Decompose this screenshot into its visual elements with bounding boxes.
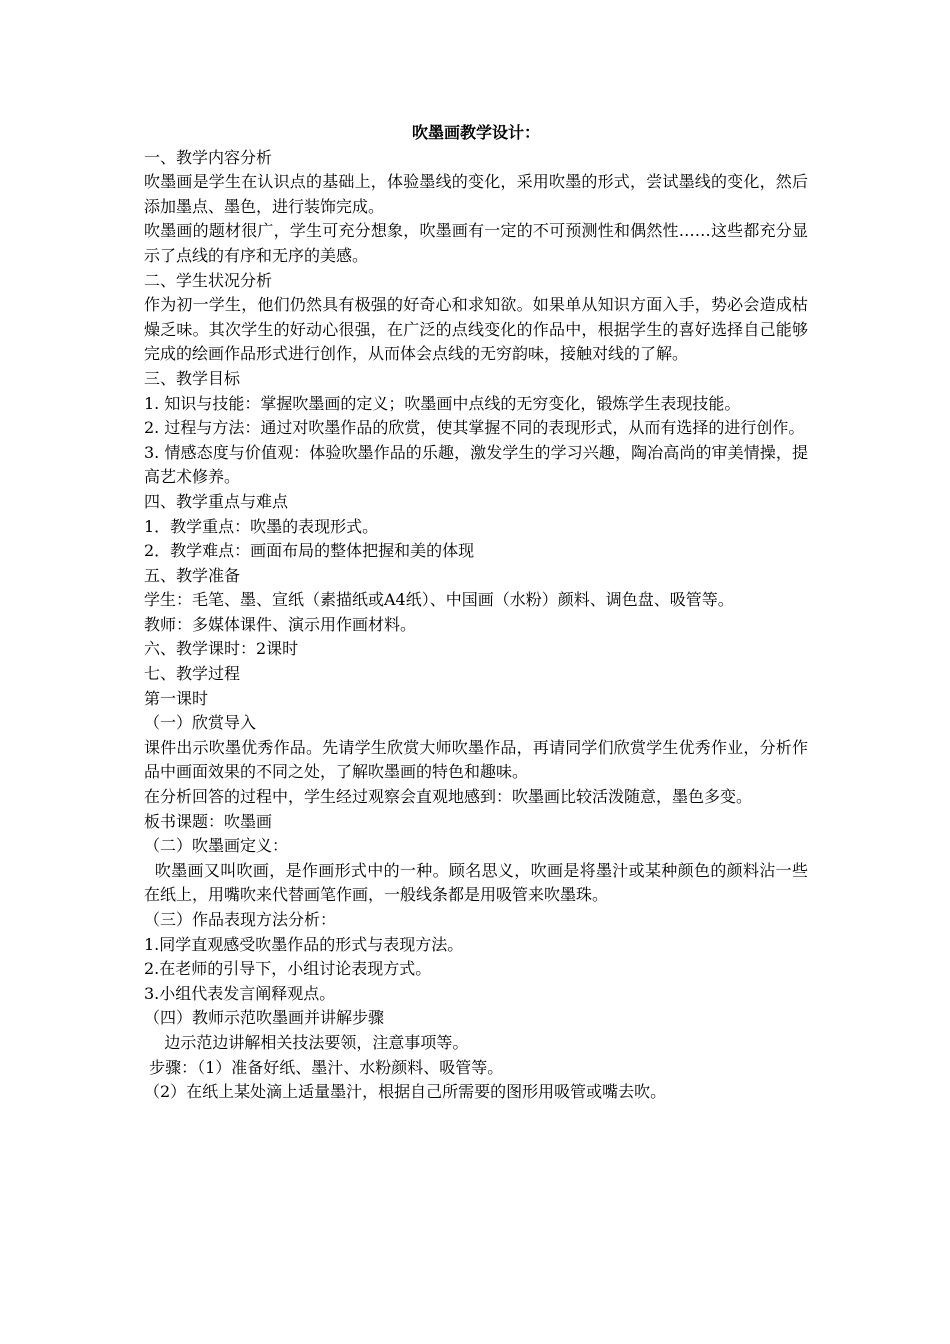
paragraph: 吹墨画的题材很广，学生可充分想象，吹墨画有一定的不可预测性和偶然性……这些都充分显示了点线的有序和无序的美感。 (144, 221, 808, 265)
paragraph: （三）作品表现方法分析： (144, 910, 337, 929)
paragraph: 1．教学重点：吹墨的表现形式。 (144, 516, 379, 536)
paragraph: 作为初一学生，他们仍然具有极强的好奇心和求知欲。如果单从知识方面入手，势必会造成枯燥乏味。其次学生的好动心很强，在广泛的点线变化的作品中，根据学生的喜好选择自己能够完成的绘画作品形式进行创作，从而体会点线的无穷韵味，接触对线的了解。 (144, 295, 808, 364)
document-title: 吹墨画教学设计： (411, 123, 540, 142)
paragraph: 二、学生状况分析 (144, 270, 273, 290)
paragraph: 2. 过程与方法：通过对吹墨作品的欣赏，使其掌握不同的表现形式，从而有选择的进行创作。 (144, 418, 805, 438)
paragraph: （2）在纸上某处滴上适量墨汁，根据自己所需要的图形用吸管或嘴去吹。 (144, 1082, 667, 1102)
paragraph: 边示范边讲解相关技法要领，注意事项等。 (144, 1032, 469, 1052)
paragraph: 3. 情感态度与价值观：体验吹墨作品的乐趣，激发学生的学习兴趣，陶冶高尚的审美情操，提高艺术修养。 (144, 442, 808, 487)
paragraph: 1. 知识与技能：掌握吹墨画的定义；吹墨画中点线的无穷变化，锻炼学生表现技能。 (144, 393, 741, 413)
paragraph: （二）吹墨画定义： (144, 836, 289, 856)
paragraph: 2．教学难点：画面布局的整体把握和美的体现 (144, 541, 475, 561)
paragraph: 2.在老师的引导下，小组讨论表现方式。 (144, 959, 432, 979)
paragraph: （四）教师示范吹墨画并讲解步骤 (144, 1008, 385, 1028)
paragraph: 3.小组代表发言阐释观点。 (144, 983, 336, 1003)
paragraph: 三、教学目标 (144, 368, 241, 388)
paragraph: 步骤：（1）准备好纸、墨汁、水粉颜料、吸管等。 (144, 1057, 504, 1077)
paragraph: 在分析回答的过程中，学生经过观察会直观地感到：吹墨画比较活泼随意，墨色多变。 (144, 787, 753, 807)
paragraph: 六、教学课时：2课时 (144, 639, 299, 659)
paragraph: 五、教学准备 (144, 565, 241, 585)
paragraph: 第一课时 (144, 688, 209, 708)
paragraph: 1.同学直观感受吹墨作品的形式与表现方法。 (144, 934, 464, 954)
document-page (144, 121, 808, 1105)
paragraph: 七、教学过程 (144, 664, 241, 684)
paragraph: （一）欣赏导入 (144, 713, 257, 733)
paragraph: 课件出示吹墨优秀作品。先请学生欣赏大师吹墨作品，再请同学们欣赏学生优秀作业，分析作品中画面效果的不同之处，了解吹墨画的特色和趣味。 (144, 737, 808, 782)
paragraph: 一、教学内容分析 (144, 147, 273, 167)
paragraph: 四、教学重点与难点 (144, 491, 289, 511)
paragraph: 教师：多媒体课件、演示用作画材料。 (144, 614, 417, 634)
paragraph: 吹墨画是学生在认识点的基础上，体验墨线的变化，采用吹墨的形式，尝试墨线的变化，然后添加墨点、墨色，进行装饰完成。 (144, 172, 808, 216)
paragraph: 板书课题：吹墨画 (144, 811, 273, 831)
paragraph: 学生：毛笔、墨、宣纸（素描纸或A4纸）、中国画（水粉）颜料、调色盘、吸管等。 (144, 590, 734, 610)
paragraph: 吹墨画又叫吹画，是作画形式中的一种。顾名思义，吹画是将墨汁或某种颜色的颜料沾一些在纸上，用嘴吹来代替画笔作画，一般线条都是用吸管来吹墨珠。 (144, 860, 808, 905)
document-body (144, 146, 808, 1105)
